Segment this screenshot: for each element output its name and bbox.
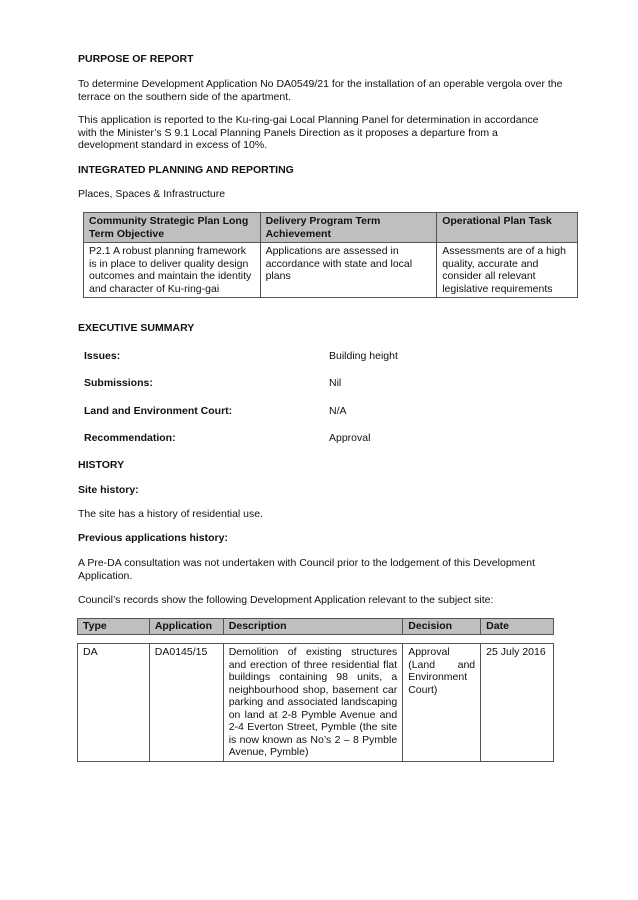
- planning-cell-objective: P2.1 A robust planning framework is in place to deliver quality design outcomes and maintain the identity and character of Ku-ring-gai: [84, 243, 261, 298]
- planning-cell-delivery: Applications are assessed in accordance with state and local plans: [260, 243, 437, 298]
- history-header-description: Description: [223, 619, 402, 635]
- summary-value-issues: Building height: [329, 350, 398, 362]
- history-header-date: Date: [481, 619, 554, 635]
- summary-label-issues: Issues:: [84, 350, 121, 362]
- history-header-application: Application: [149, 619, 223, 635]
- summary-value-recommendation: Approval: [329, 432, 371, 444]
- history-table-header: [77, 618, 554, 635]
- planning-header-objective: Community Strategic Plan Long Term Objective: [84, 213, 261, 243]
- summary-heading: EXECUTIVE SUMMARY: [78, 322, 195, 334]
- history-header-type: Type: [78, 619, 150, 635]
- purpose-heading: PURPOSE OF REPORT: [78, 53, 194, 65]
- history-cell-type: DA: [78, 644, 150, 762]
- planning-cell-task: Assessments are of a high quality, accurate and consider all relevant legislative requirements: [437, 243, 578, 298]
- planning-heading: INTEGRATED PLANNING AND REPORTING: [78, 164, 294, 176]
- summary-value-court: N/A: [329, 405, 347, 417]
- purpose-paragraph-1: To determine Development Application No DA0549/21 for the installation of an operable vergola over the terrace on the southern side of the apartment.: [78, 78, 563, 103]
- planning-table: [83, 212, 578, 298]
- planning-header-task: Operational Plan Task: [437, 213, 578, 243]
- planning-table-row: [84, 243, 578, 298]
- history-header-decision: Decision: [403, 619, 481, 635]
- planning-table-header: [84, 213, 578, 243]
- site-history-heading: Site history:: [78, 484, 139, 496]
- summary-label-submissions: Submissions:: [84, 377, 153, 389]
- history-cell-description: Demolition of existing structures and erection of three residential flat buildings containing 98 units, a neighbourhood shop, basement car parking and associated landscaping on land at 2-8 Pymble Avenue and 2-4 Everton Street, Pymble (the site is now known as No’s 2 – 8 Pymble Avenue, Pymble): [223, 644, 403, 762]
- history-table: [77, 643, 554, 762]
- history-heading: HISTORY: [78, 459, 125, 471]
- summary-label-court: Land and Environment Court:: [84, 405, 233, 417]
- summary-label-recommendation: Recommendation:: [84, 432, 176, 444]
- previous-applications-heading: Previous applications history:: [78, 532, 228, 544]
- history-cell-date: 25 July 2016: [481, 644, 554, 762]
- table-row: [78, 644, 554, 762]
- planning-header-delivery: Delivery Program Term Achievement: [260, 213, 437, 243]
- purpose-paragraph-2: This application is reported to the Ku-ring-gai Local Planning Panel for determination in accordance with the Minister’s S 9.1 Local Planning Panels Direction as it proposes a departure from a development standard in excess of 10%.: [78, 114, 539, 151]
- summary-value-submissions: Nil: [329, 377, 342, 389]
- history-cell-decision: Approval (Land and Environment Court): [403, 644, 481, 762]
- previous-applications-text: A Pre-DA consultation was not undertaken with Council prior to the lodgement of this Development Application.: [78, 557, 536, 582]
- site-history-text: The site has a history of residential use.: [78, 508, 264, 520]
- history-cell-application: DA0145/15: [149, 644, 223, 762]
- planning-subtitle: Places, Spaces & Infrastructure: [78, 188, 226, 200]
- records-intro-text: Council’s records show the following Development Application relevant to the subject site:: [78, 594, 494, 606]
